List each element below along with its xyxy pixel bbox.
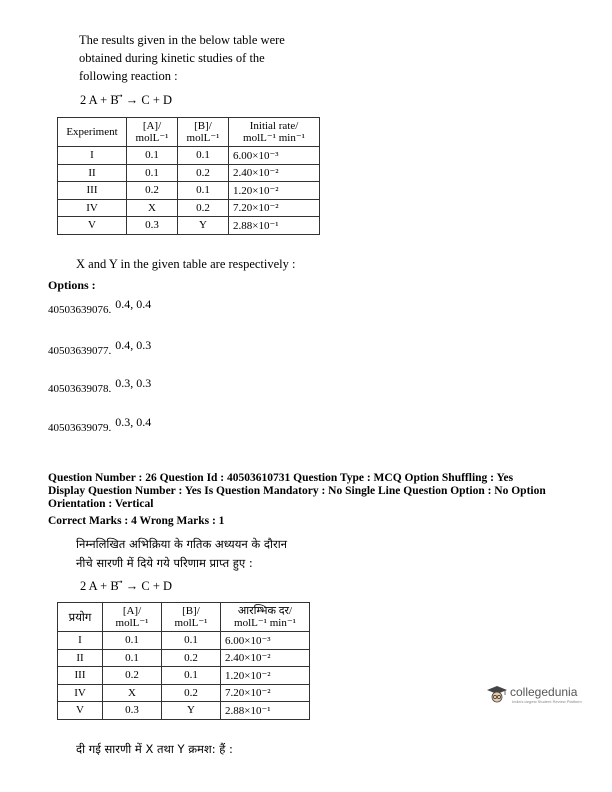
option-id: 40503639076.	[48, 304, 112, 316]
table-cell: 7.20×10⁻²	[221, 684, 310, 702]
table-cell: 0.1	[162, 667, 221, 685]
table-cell: 0.1	[178, 147, 229, 165]
table-header: Experiment	[58, 118, 127, 147]
table-cell: 0.2	[162, 649, 221, 667]
table-cell: 0.2	[162, 684, 221, 702]
question-line: The results given in the below table were	[79, 33, 285, 47]
table-row	[58, 217, 320, 235]
question-line: following reaction :	[79, 69, 178, 83]
table-cell: II	[58, 649, 103, 667]
table-cell: Y	[162, 702, 221, 720]
table-cell: III	[58, 667, 103, 685]
table-cell: 2.88×10⁻¹	[221, 702, 310, 720]
table-cell: I	[58, 147, 127, 165]
table-cell: 6.00×10⁻³	[221, 632, 310, 650]
option-item[interactable]	[48, 297, 152, 317]
table-row	[58, 684, 310, 702]
table-row	[58, 147, 320, 165]
question-line: निम्नलिखित अभिक्रिया के गतिक अध्ययन के दौरान	[76, 537, 288, 551]
table-row	[58, 702, 310, 720]
table-cell: 0.1	[127, 147, 178, 165]
reaction-equation-hi: 2 A + B ⃗ → C + D	[80, 579, 173, 593]
table-header-row	[58, 118, 320, 147]
table-header-row	[58, 603, 310, 632]
option-item[interactable]	[48, 338, 152, 358]
option-id: 40503639079.	[48, 422, 112, 434]
marks-info: Correct Marks : 4 Wrong Marks : 1	[48, 515, 225, 527]
question-line: नीचे सारणी में दिये गये परिणाम प्राप्त हुए :	[76, 556, 253, 570]
table-cell: 1.20×10⁻²	[229, 182, 320, 200]
option-value: 0.4, 0.3	[115, 338, 152, 352]
option-value: 0.3, 0.4	[115, 415, 152, 429]
table-header: [B]/ molL⁻¹	[162, 603, 221, 632]
table-cell: 0.1	[103, 649, 162, 667]
table-row	[58, 667, 310, 685]
option-item[interactable]	[48, 376, 152, 396]
table-cell: 0.2	[178, 164, 229, 182]
table-row	[58, 182, 320, 200]
table-cell: 2.40×10⁻²	[229, 164, 320, 182]
table-cell: 2.40×10⁻²	[221, 649, 310, 667]
table-cell: 0.2	[178, 199, 229, 217]
option-id: 40503639078.	[48, 383, 112, 395]
meta-line: Question Number : 26 Question Id : 40503610731 Question Type : MCQ Option Shuffling : Yes	[48, 472, 514, 484]
table-cell: V	[58, 702, 103, 720]
table-cell: 0.1	[127, 164, 178, 182]
table-row	[58, 649, 310, 667]
options-heading: Options :	[48, 278, 96, 292]
kinetics-table-hi	[57, 602, 310, 720]
table-cell: V	[58, 217, 127, 235]
table-cell: 0.2	[103, 667, 162, 685]
table-cell: 0.3	[103, 702, 162, 720]
option-value: 0.4, 0.4	[115, 297, 152, 311]
question-line: obtained during kinetic studies of the	[79, 51, 265, 65]
table-cell: 0.1	[162, 632, 221, 650]
table-cell: 6.00×10⁻³	[229, 147, 320, 165]
option-id: 40503639077.	[48, 345, 112, 357]
table-header: [A]/ molL⁻¹	[127, 118, 178, 147]
table-cell: X	[127, 199, 178, 217]
graduate-icon	[486, 684, 508, 706]
table-cell: IV	[58, 199, 127, 217]
table-cell: 2.88×10⁻¹	[229, 217, 320, 235]
kinetics-table-en	[57, 117, 320, 235]
table-cell: Y	[178, 217, 229, 235]
table-header: [B]/ molL⁻¹	[178, 118, 229, 147]
question-prompt-hi: दी गई सारणी में X तथा Y क्रमश: हैं :	[76, 742, 233, 756]
table-header: Initial rate/ molL⁻¹ min⁻¹	[229, 118, 320, 147]
table-cell: 0.2	[127, 182, 178, 200]
meta-line: Display Question Number : Yes Is Question Mandatory : No Single Line Question Option : No Option	[48, 485, 546, 497]
table-row	[58, 632, 310, 650]
reaction-equation-en: 2 A + B ⃗ → C + D	[80, 93, 173, 107]
brand-tagline: India's largest Student Review Platform	[512, 699, 582, 704]
table-cell: III	[58, 182, 127, 200]
option-item[interactable]	[48, 415, 152, 435]
question-prompt-en: X and Y in the given table are respectively :	[76, 257, 296, 271]
table-header: [A]/ molL⁻¹	[103, 603, 162, 632]
brand-name: collegedunia	[510, 685, 578, 699]
table-cell: II	[58, 164, 127, 182]
table-cell: 1.20×10⁻²	[221, 667, 310, 685]
question-text-hi	[76, 535, 287, 573]
table-cell: 0.1	[178, 182, 229, 200]
collegedunia-watermark	[486, 684, 586, 708]
table-cell: I	[58, 632, 103, 650]
question-text-en	[79, 31, 324, 85]
table-row	[58, 199, 320, 217]
table-cell: 0.3	[127, 217, 178, 235]
question-meta	[48, 472, 588, 511]
table-cell: X	[103, 684, 162, 702]
table-header: आरम्भिक दर/ molL⁻¹ min⁻¹	[221, 603, 310, 632]
table-cell: 7.20×10⁻²	[229, 199, 320, 217]
table-cell: 0.1	[103, 632, 162, 650]
table-cell: IV	[58, 684, 103, 702]
meta-line: Orientation : Vertical	[48, 498, 154, 510]
option-value: 0.3, 0.3	[115, 376, 152, 390]
table-header: प्रयोग	[58, 603, 103, 632]
table-row	[58, 164, 320, 182]
